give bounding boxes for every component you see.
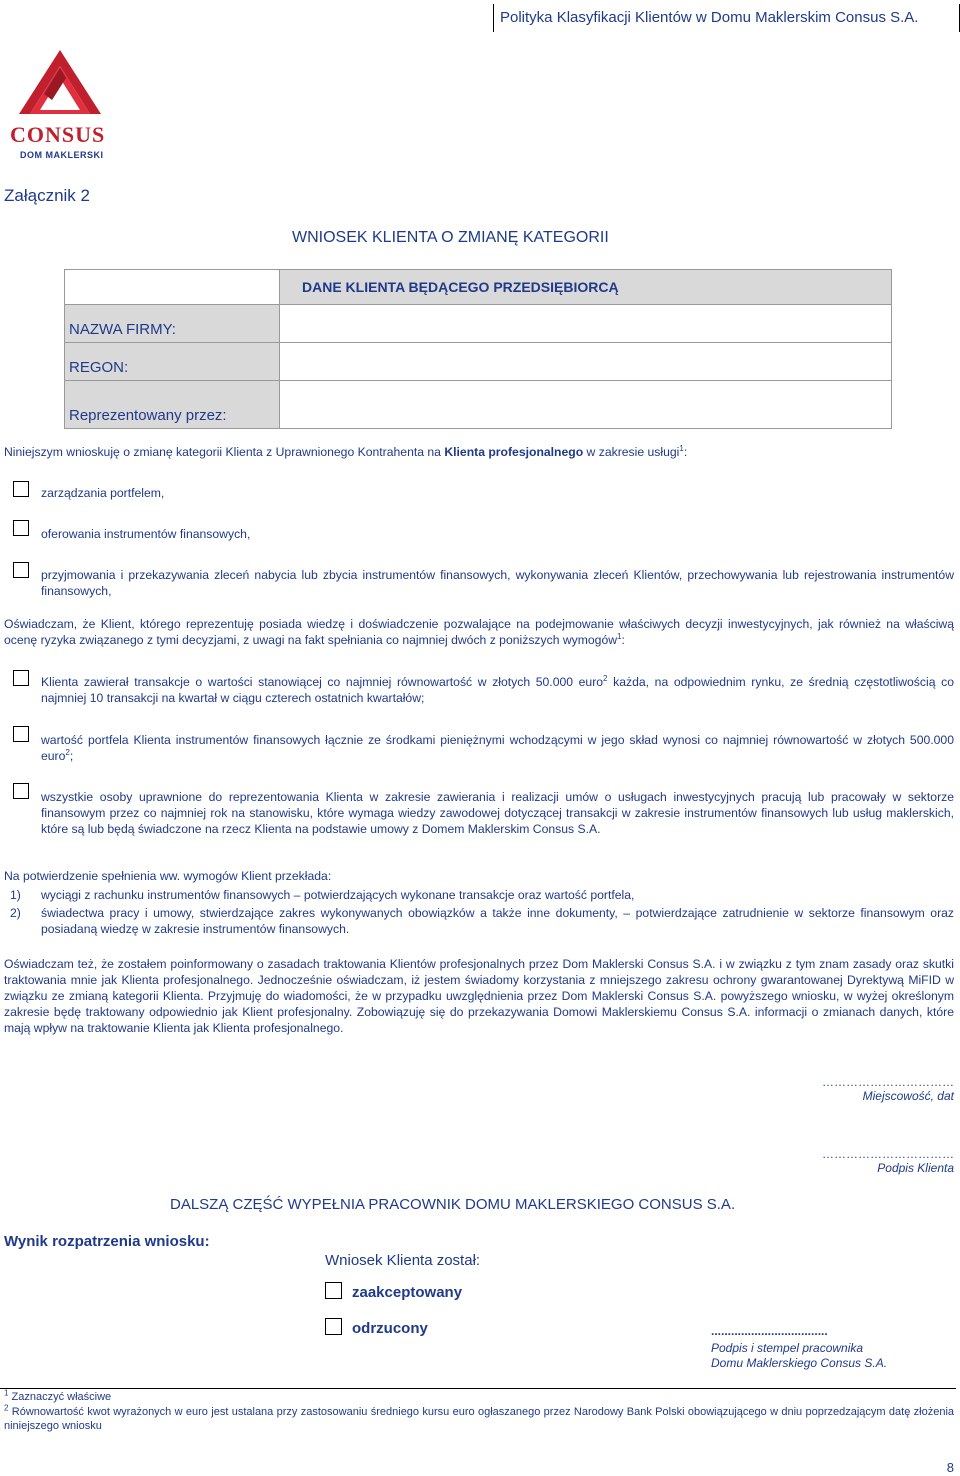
footnote-divider xyxy=(0,1388,956,1389)
office-section-title: DALSZĄ CZĘŚĆ WYPEŁNIA PRACOWNIK DOMU MAKLERSKIEGO CONSUS S.A. xyxy=(170,1196,736,1213)
proof-num-2: 2) xyxy=(10,906,21,920)
condition-checkbox-1[interactable] xyxy=(13,670,29,686)
result-label: Wynik rozpatrzenia wniosku: xyxy=(4,1233,210,1250)
proof-intro: Na potwierdzenie spełnienia ww. wymogów Klient przekłada: xyxy=(4,869,332,883)
proof-item-1: wyciągi z rachunku instrumentów finansowych – potwierdzających wykonane transakcje oraz wartość portfela, xyxy=(41,888,635,902)
logo-subtitle: DOM MAKLERSKI xyxy=(20,150,104,160)
status-label: Wniosek Klienta został: xyxy=(325,1252,481,1269)
consus-triangle-icon xyxy=(4,48,126,120)
company-name-field[interactable] xyxy=(280,305,892,343)
service-checkbox-2[interactable] xyxy=(13,520,29,536)
rejected-label: odrzucony xyxy=(352,1320,428,1337)
client-signature-dots: …………………………… xyxy=(822,1147,954,1161)
condition-checkbox-3[interactable] xyxy=(13,783,29,799)
condition-checkbox-2[interactable] xyxy=(13,726,29,742)
client-signature-label: Podpis Klienta xyxy=(877,1161,954,1175)
footnote-2: $^2$ Równowartość kwot wyrażonych w euro jest ustalana przy zastosowaniu średniego kursu euro ogłaszanego przez Narodowy Bank Polski obowiązującego w dniu poprzedzającym datę złożenia niniejszego wniosku xyxy=(4,1403,955,1432)
declaration-text: Oświadczam, że Klient, którego reprezentuję posiada wiedzę i doświadczenie pozwalające na podejmowanie właściwych decyzji inwestycyjnych, jak również na właściwą ocenę ryzyka związanego z tymi decyzjami, z uwagi na fakt spełniania co najmniej dwóch z poniższych wymogów$^1$: xyxy=(4,617,954,647)
service-checkbox-1[interactable] xyxy=(13,481,29,497)
service-label-3: przyjmowania i przekazywania zleceń nabycia lub zbycia instrumentów finansowych, wykonywania zleceń Klientów, przechowywania lub rejestrowania instrumentów finansowych, xyxy=(41,568,954,598)
client-data-table xyxy=(64,269,892,429)
place-date-dots: …………………………… xyxy=(822,1075,954,1089)
representative-label: Reprezentowany przez: xyxy=(65,381,280,429)
service-label-1: zarządzania portfelem, xyxy=(41,486,165,500)
condition-text-2: wartość portfela Klienta instrumentów finansowych łącznie ze środkami pieniężnymi wchodzącymi w jego skład wynosi co najmniej równowartość w złotych 500.000 euro$^2$; xyxy=(41,733,954,763)
document-title: WNIOSEK KLIENTA O ZMIANĘ KATEGORII xyxy=(292,229,609,246)
footnote-1: $^1$ Zaznaczyć właściwe xyxy=(4,1388,112,1403)
client-data-header: DANE KLIENTA BĘDĄCEGO PRZEDSIĘBIORCĄ xyxy=(280,270,892,305)
header-title: Polityka Klasyfikacji Klientów w Domu Maklerskim Consus S.A. xyxy=(493,4,960,32)
service-label-2: oferowania instrumentów finansowych, xyxy=(41,527,251,541)
regon-label: REGON: xyxy=(65,343,280,381)
regon-field[interactable] xyxy=(280,343,892,381)
employee-signature-dots: ................................... xyxy=(711,1324,828,1338)
proof-item-2: świadectwa pracy i umowy, stwierdzające zakres wykonywanych obowiązków a także inne dokumenty, – potwierdzające zatrudnienie w sektorze finansowym oraz posiadaną wiedzę w zakresie instrumentów finansowych. xyxy=(41,906,954,936)
service-checkbox-3[interactable] xyxy=(13,562,29,578)
page-number: 8 xyxy=(946,1460,954,1475)
employee-signature-label-1: Podpis i stempel pracownika xyxy=(711,1341,864,1355)
accepted-checkbox[interactable] xyxy=(325,1282,342,1299)
statement-text: Oświadczam też, że zostałem poinformowany o zasadach traktowania Klientów profesjonalnych przez Dom Maklerski Consus S.A. i w związku z tym znam zasady oraz skutki traktowania mnie jak Klienta profesjonalnego. Jednocześnie oświadczam, iż jestem świadomy korzystania z mniejszego zakresu ochrony gwarantowanej Dyrektywą MiFID w związku ze zmianą kategorii Klienta. Przyjmuję do wiadomości, że w przypadku uwzględnienia przez Dom Maklerski Consus S.A. powyższego wniosku, w wyżej określonym zakresie będę traktowany odpowiednio jak Klient profesjonalny. Zobowiązuję się do przekazywania Domowi Maklerskiemu Consus S.A. informacji o zmianach danych, które mają wpływ na traktowanie Klienta jak Klienta profesjonalnego. xyxy=(4,957,954,1035)
employee-signature-label-2: Domu Maklerskiego Consus S.A. xyxy=(711,1356,888,1370)
accepted-label: zaakceptowany xyxy=(352,1284,463,1301)
condition-text-3: wszystkie osoby uprawnione do reprezentowania Klienta w zakresie zawierania i realizacji umów o usługach inwestycyjnych pracują lub pracowały w sektorze finansowym przez co najmniej rok na stanowisku, które wymaga wiedzy zawodowej dotyczącej transakcji w zakresie instrumentów finansowych lub usług maklerskich, które są lub będą świadczone na rzecz Klienta na podstawie umowy z Domem Maklerskim Consus S.A. xyxy=(41,790,954,836)
annex-label: Załącznik 2 xyxy=(4,186,90,205)
consus-logo xyxy=(4,48,126,163)
request-intro: Niniejszym wnioskuję o zmianę kategorii Klienta z Uprawnionego Kontrahenta na Klienta profesjonalnego w zakresie usługi$^1$: xyxy=(4,443,688,459)
proof-num-1: 1) xyxy=(10,888,21,902)
condition-text-1: Klienta zawierał transakcje o wartości stanowiącej co najmniej równowartość w złotych 50.000 euro$^2$ każda, na odpowiednim rynku, ze średnią częstotliwością co najmniej 10 transakcji na kwartał w ciągu czterech ostatnich kwartałów; xyxy=(41,673,954,705)
rejected-checkbox[interactable] xyxy=(325,1318,342,1335)
representative-field[interactable] xyxy=(280,381,892,429)
logo-wordmark: CONSUS xyxy=(10,122,106,147)
place-date-label: Miejscowość, dat xyxy=(862,1089,954,1103)
company-name-label: NAZWA FIRMY: xyxy=(65,305,280,343)
